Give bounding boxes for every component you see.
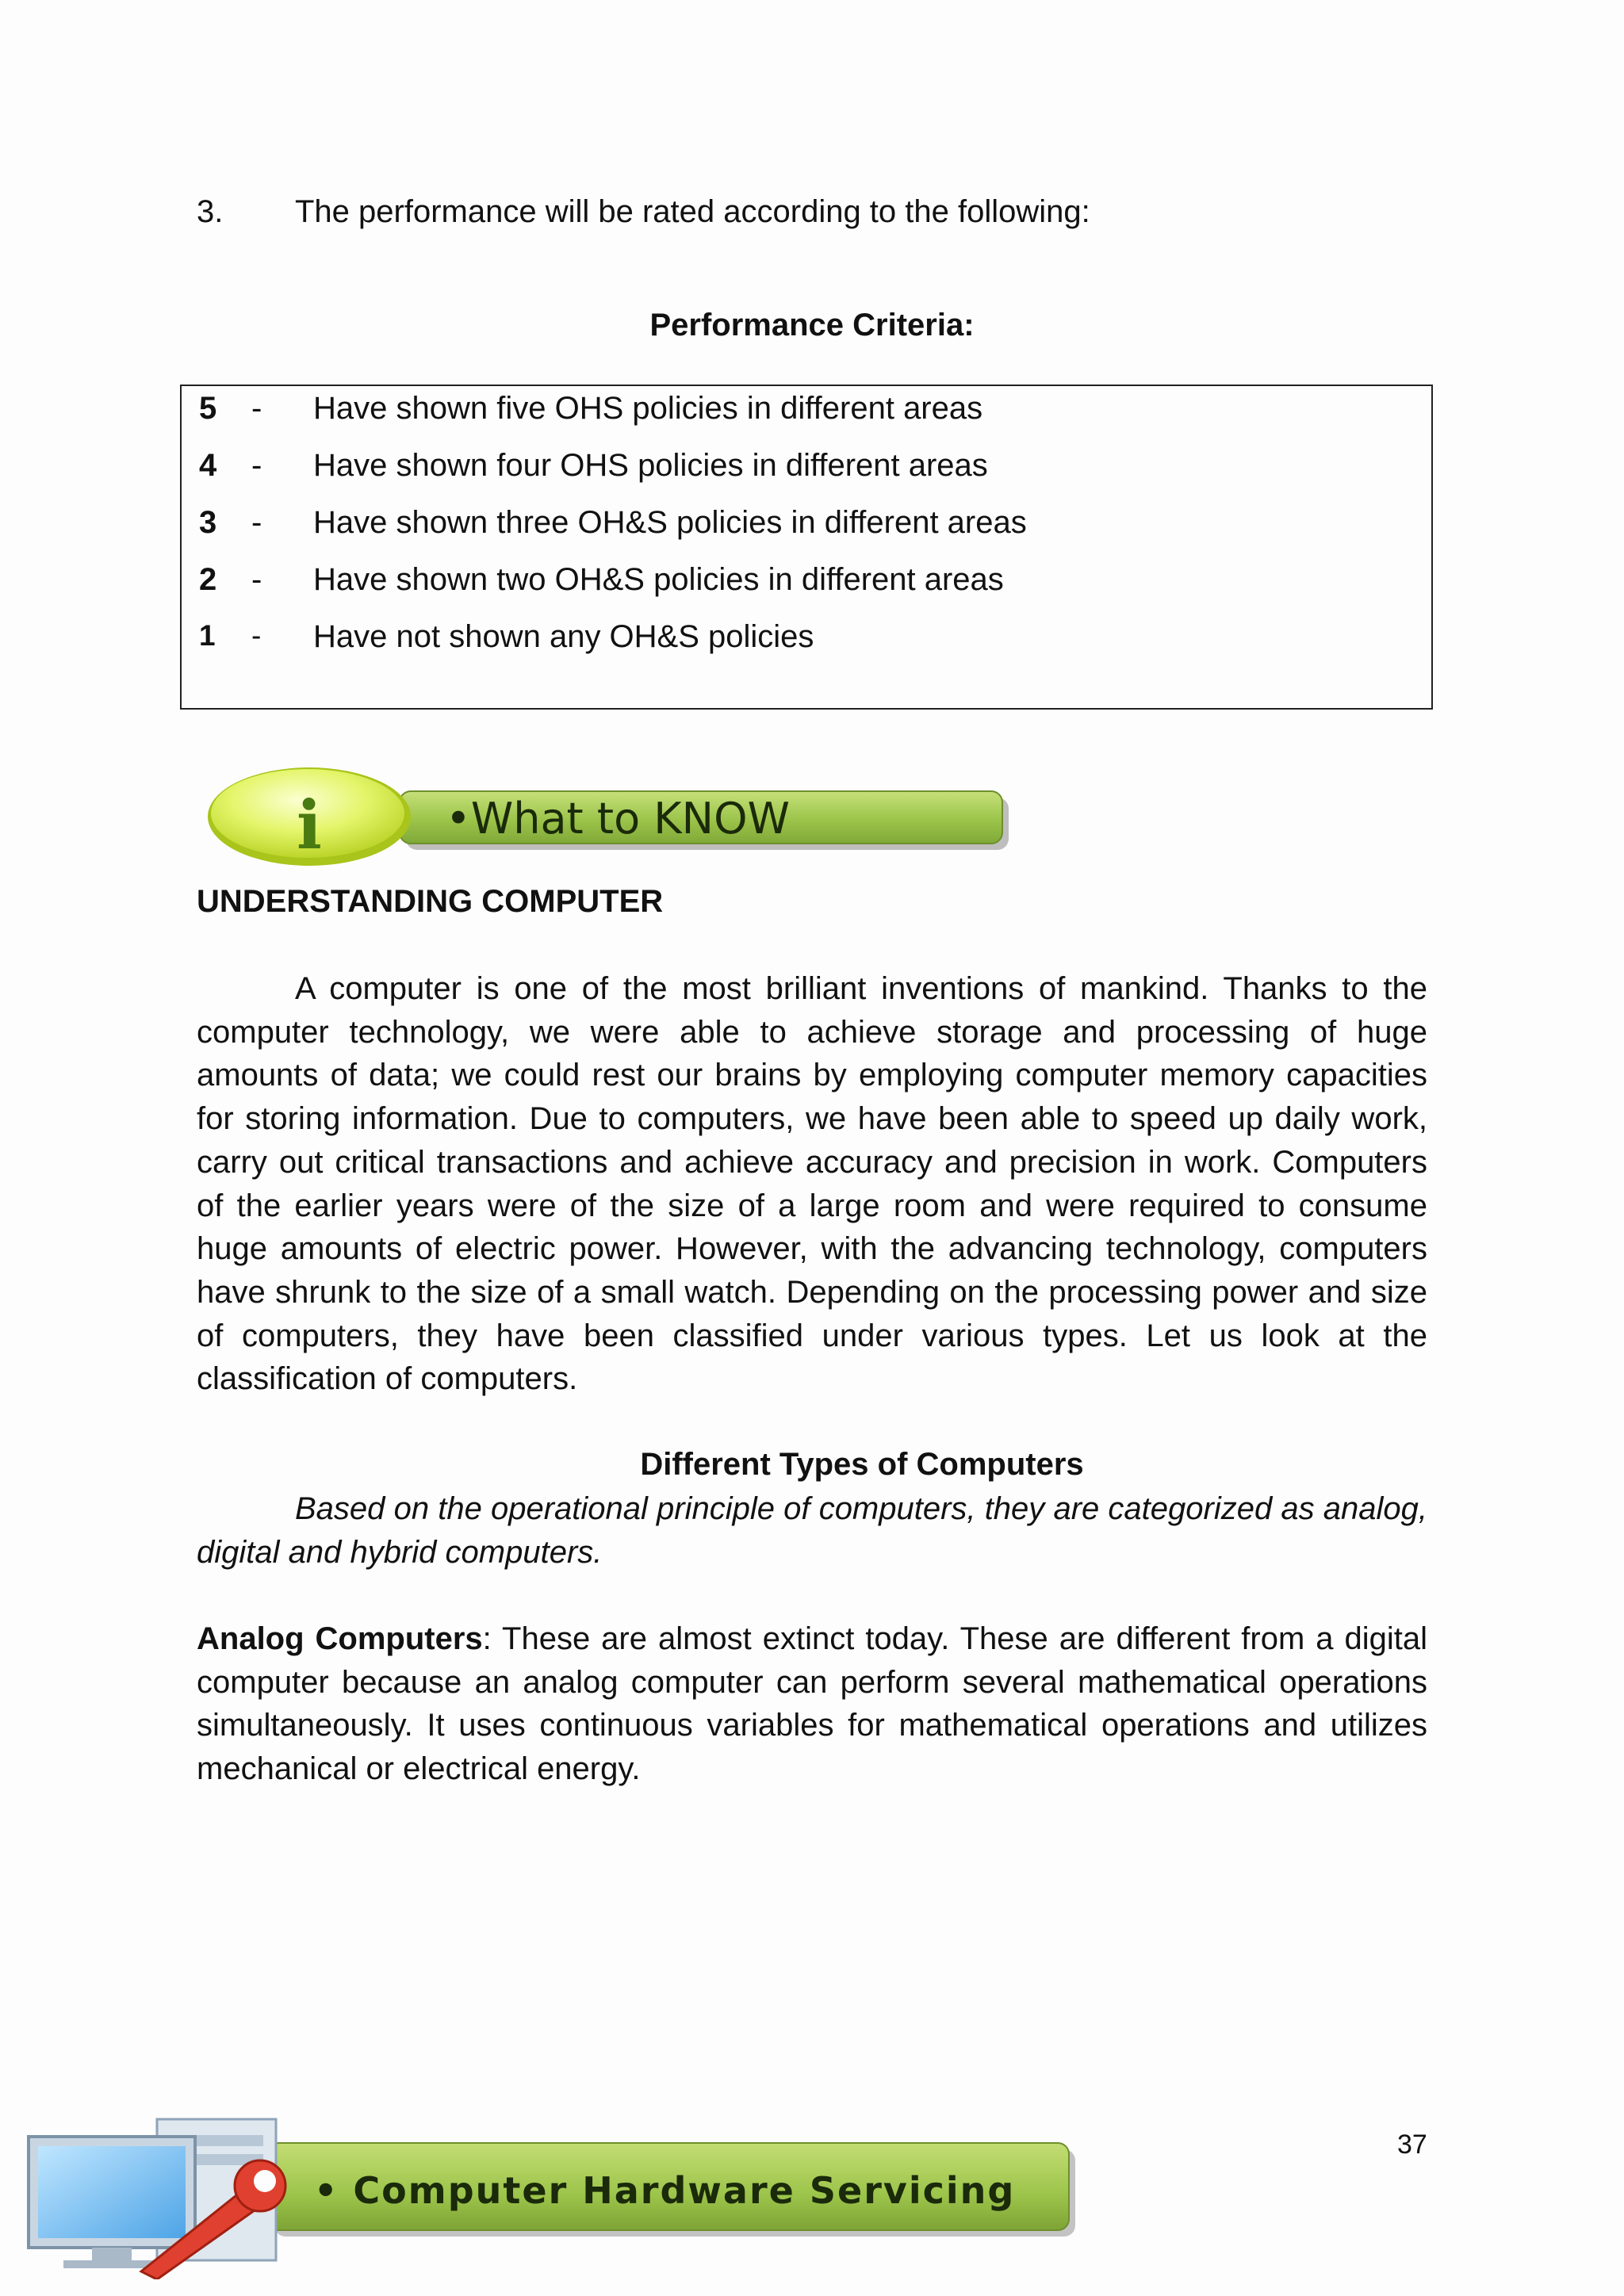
- criteria-dash: -: [251, 505, 262, 540]
- criteria-score: 4: [199, 448, 217, 483]
- footer-label: • Computer Hardware Servicing: [314, 2169, 1016, 2212]
- criteria-desc: Have shown two OH&S policies in different areas: [313, 562, 1004, 597]
- criteria-desc: Have shown three OH&S policies in different areas: [313, 505, 1027, 540]
- instruction-text: The performance will be rated according to the following:: [295, 194, 1090, 229]
- what-to-know-banner: [208, 761, 1017, 872]
- analog-paragraph: [197, 1617, 1427, 1791]
- page-number: 37: [1397, 2130, 1427, 2160]
- criteria-title: Performance Criteria:: [649, 308, 975, 342]
- criteria-score: 2: [199, 562, 217, 597]
- section-heading: UNDERSTANDING COMPUTER: [197, 884, 664, 919]
- criteria-desc: Have shown four OHS policies in different areas: [313, 448, 988, 483]
- criteria-dash: -: [251, 619, 262, 652]
- criteria-desc: Have not shown any OH&S policies: [313, 619, 814, 654]
- criteria-score: 3: [199, 505, 217, 540]
- types-subheading: Different Types of Computers: [640, 1447, 1084, 1482]
- instruction-number: 3.: [197, 194, 224, 229]
- criteria-desc: Have shown five OHS policies in different areas: [313, 391, 983, 426]
- criteria-dash: -: [251, 391, 262, 426]
- instruction-item: [197, 194, 1090, 230]
- types-intro-paragraph: Based on the operational principle of computers, they are categorized as analog, digital and hybrid computers.: [197, 1491, 1427, 1570]
- info-icon: i: [297, 786, 322, 864]
- criteria-dash: -: [251, 562, 262, 597]
- analog-term: Analog Computers: [197, 1621, 483, 1656]
- criteria-score: 5: [199, 391, 217, 426]
- banner-label: •What to KNOW: [446, 794, 790, 844]
- criteria-dash: -: [251, 448, 262, 483]
- criteria-score: 1: [199, 619, 216, 652]
- footer-banner: [22, 2113, 1077, 2279]
- analog-text: : These are almost extinct today. These are different from a digital computer because an analog computer can perform several mathematical operations simultaneously. It uses continuous variables for mathematical operations and utilizes mechanical or electrical energy.: [197, 1621, 1427, 1787]
- intro-paragraph: A computer is one of the most brilliant inventions of mankind. Thanks to the computer technology, we were able to achieve storage and processing of huge amounts of data; we could rest our brains by employing computer memory capacities for storing information. Due to computers, we have been able to speed up daily work, carry out critical transactions and achieve accuracy and precision in work. Computers of the earlier years were of the size of a large room and were required to consume huge amounts of electric power. However, with the advancing technology, computers have shrunk to the size of a small watch. Depending on the processing power and size of computers, they have been classified under various types. Let us look at the classification of computers.: [197, 971, 1427, 1397]
- criteria-box: [180, 385, 1433, 710]
